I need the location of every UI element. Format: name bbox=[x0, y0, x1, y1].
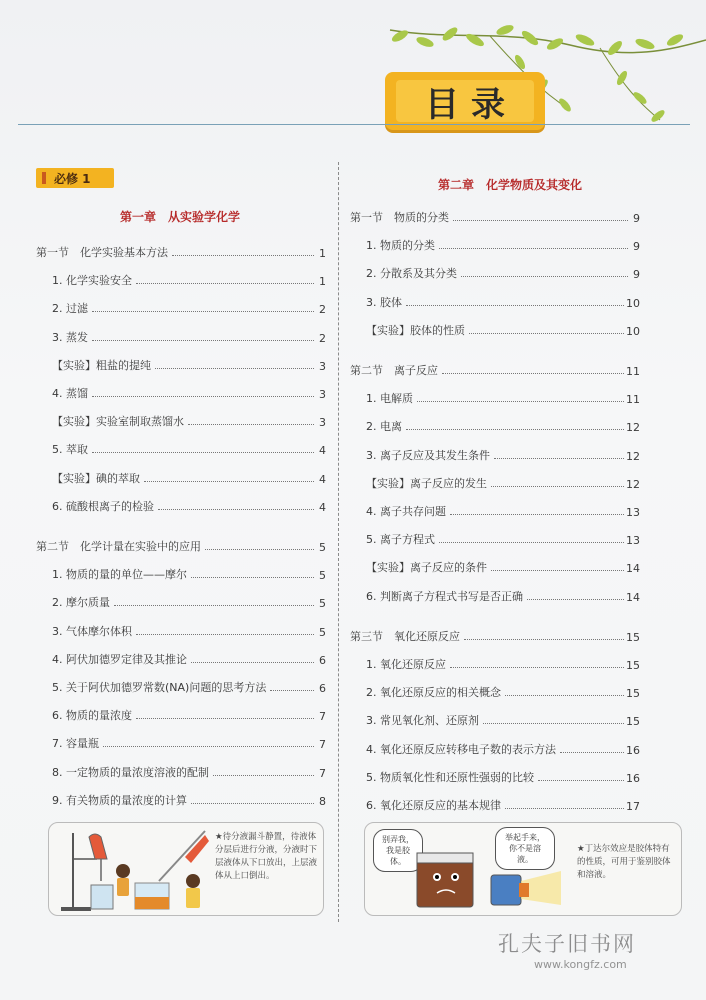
toc-entry-label: 5. 物质氧化性和还原性强弱的比较 bbox=[366, 770, 534, 784]
toc-entry-label: 第三节 氧化还原反应 bbox=[350, 629, 460, 643]
toc-page-number: 7 bbox=[319, 766, 326, 780]
toc-entry-label: 【实验】离子反应的条件 bbox=[366, 561, 487, 575]
toc-entry[interactable] bbox=[350, 290, 640, 310]
toc-page-number: 5 bbox=[319, 541, 326, 554]
toc-page-number: 12 bbox=[626, 477, 640, 491]
toc-leader-dots bbox=[450, 514, 624, 515]
toc-entry[interactable] bbox=[350, 261, 640, 281]
toc-leader-dots bbox=[505, 695, 624, 696]
toc-page-number: 11 bbox=[626, 393, 640, 407]
toc-page-number: 15 bbox=[626, 715, 640, 729]
toc-page-number: 11 bbox=[626, 365, 640, 378]
watermark-url: www.kongfz.com bbox=[534, 958, 627, 971]
toc-entry-label: 2. 摩尔质量 bbox=[52, 596, 110, 610]
toc-page-number: 7 bbox=[319, 710, 326, 724]
toc-page-number: 16 bbox=[626, 771, 640, 785]
toc-entry[interactable] bbox=[36, 353, 326, 373]
toc-entry-label: 6. 物质的量浓度 bbox=[52, 709, 132, 723]
toc-entry[interactable] bbox=[36, 675, 326, 695]
toc-entry-label: 8. 一定物质的量浓度溶液的配制 bbox=[52, 765, 209, 779]
toc-entry[interactable] bbox=[350, 499, 640, 519]
toc-leader-dots bbox=[406, 305, 624, 306]
column-divider bbox=[338, 162, 339, 922]
toc-leader-dots bbox=[205, 549, 314, 550]
toc-entry[interactable] bbox=[350, 584, 640, 604]
toc-leader-dots bbox=[491, 486, 624, 487]
toc-entry[interactable] bbox=[36, 296, 326, 316]
toc-entry-label: 4. 阿伏加德罗定律及其推论 bbox=[52, 652, 187, 666]
toc-entry[interactable] bbox=[350, 652, 640, 672]
illustration-note-left: ★待分液漏斗静置，待液体分层后进行分液，分液时下层液体从下口放出，上层液体从上口倒出。 bbox=[215, 832, 318, 881]
toc-page-number: 10 bbox=[626, 324, 640, 338]
toc-leader-dots bbox=[464, 639, 624, 640]
toc-leader-dots bbox=[450, 667, 624, 668]
toc-leader-dots bbox=[494, 458, 624, 459]
toc-page-number: 3 bbox=[319, 359, 326, 373]
toc-entry-label: 5. 萃取 bbox=[52, 443, 88, 457]
toc-leader-dots bbox=[560, 752, 624, 753]
toc-leader-dots bbox=[527, 599, 624, 600]
toc-entry-label: 3. 气体摩尔体积 bbox=[52, 624, 132, 638]
toc-entry-label: 1. 氧化还原反应 bbox=[366, 658, 446, 671]
separatory-funnel-illustration bbox=[48, 822, 324, 916]
toc-leader-dots bbox=[144, 481, 314, 482]
toc-section-heading[interactable] bbox=[350, 358, 640, 378]
chapter-title-right: 第二章 化学物质及其变化 bbox=[437, 178, 582, 192]
lab-apparatus-icon bbox=[55, 823, 215, 915]
toc-entry[interactable] bbox=[350, 737, 640, 757]
toc-entry-label: 6. 硫酸根离子的检验 bbox=[52, 499, 154, 513]
toc-page-number: 5 bbox=[319, 569, 326, 583]
toc-entry[interactable] bbox=[350, 414, 640, 434]
toc-page-number: 15 bbox=[626, 659, 640, 672]
toc-entry[interactable] bbox=[350, 386, 640, 406]
toc-entry[interactable] bbox=[350, 765, 640, 785]
toc-entry-label: 第二节 化学计量在实验中的应用 bbox=[36, 540, 201, 553]
toc-entry-label: 2. 电离 bbox=[366, 420, 402, 434]
toc-page-number: 4 bbox=[319, 500, 326, 514]
toc-leader-dots bbox=[136, 283, 314, 284]
toc-entry[interactable] bbox=[36, 437, 326, 457]
toc-entry-label: 4. 离子共存问题 bbox=[366, 505, 446, 518]
toc-page-number: 4 bbox=[319, 472, 326, 486]
toc-entry-label: 第二节 离子反应 bbox=[350, 364, 438, 377]
volume-badge bbox=[36, 168, 114, 188]
toc-entry-label: 6. 判断离子方程式书写是否正确 bbox=[366, 589, 523, 603]
colloid-illustration bbox=[364, 822, 682, 916]
toc-leader-dots bbox=[439, 248, 628, 249]
toc-entry-label: 第一节 物质的分类 bbox=[350, 211, 449, 224]
toc-leader-dots bbox=[92, 311, 314, 312]
toc-section-heading[interactable] bbox=[36, 534, 326, 554]
toc-leader-dots bbox=[92, 396, 314, 397]
illustration-note-right: ★丁达尔效应是胶体特有的性质，可用于鉴别胶体和溶液。 bbox=[577, 844, 671, 880]
toc-section-heading[interactable] bbox=[350, 624, 640, 644]
toc-leader-dots bbox=[191, 662, 314, 663]
toc-leader-dots bbox=[505, 808, 624, 809]
toc-page-number: 2 bbox=[319, 331, 326, 345]
volume-badge-label: 必修 1 bbox=[54, 171, 91, 186]
toc-leader-dots bbox=[136, 718, 314, 719]
toc-entry-label: 【实验】离子反应的发生 bbox=[366, 476, 487, 490]
toc-entry-label: 【实验】粗盐的提纯 bbox=[52, 358, 151, 372]
toc-section-heading[interactable] bbox=[36, 240, 326, 260]
toc-entry[interactable] bbox=[350, 680, 640, 700]
toc-leader-dots bbox=[92, 340, 314, 341]
toc-leader-dots bbox=[483, 723, 624, 724]
toc-page-number: 3 bbox=[319, 388, 326, 401]
toc-page-number: 9 bbox=[633, 240, 640, 254]
toc-entry-label: 3. 常见氧化剂、还原剂 bbox=[366, 714, 479, 728]
toc-entry[interactable] bbox=[350, 471, 640, 491]
toc-entry-label: 4. 氧化还原反应转移电子数的表示方法 bbox=[366, 742, 556, 756]
toc-entry[interactable] bbox=[36, 703, 326, 723]
toc-entry[interactable] bbox=[36, 381, 326, 401]
toc-section-heading[interactable] bbox=[350, 205, 640, 225]
toc-entry-label: 1. 物质的量的单位——摩尔 bbox=[52, 568, 187, 582]
toc-entry-label: 1. 电解质 bbox=[366, 392, 413, 406]
toc-entry-label: 7. 容量瓶 bbox=[52, 737, 99, 751]
toc-page-number: 13 bbox=[626, 534, 640, 548]
toc-entry-label: 1. 化学实验安全 bbox=[52, 274, 132, 288]
toc-entry-label: 3. 蒸发 bbox=[52, 330, 88, 344]
toc-leader-dots bbox=[469, 333, 624, 334]
toc-entry[interactable] bbox=[36, 590, 326, 610]
toc-page-number: 12 bbox=[626, 421, 640, 435]
toc-page-number: 3 bbox=[319, 416, 326, 430]
toc-leader-dots bbox=[270, 690, 314, 691]
toc-entry[interactable] bbox=[36, 788, 326, 808]
toc-entry[interactable] bbox=[350, 555, 640, 575]
toc-page-number: 17 bbox=[626, 800, 640, 813]
toc-entry-label: 9. 有关物质的量浓度的计算 bbox=[52, 793, 187, 807]
toc-page-number: 16 bbox=[626, 743, 640, 757]
toc-entry[interactable] bbox=[36, 647, 326, 667]
toc-entry-label: 2. 过滤 bbox=[52, 302, 88, 316]
toc-leader-dots bbox=[114, 605, 314, 606]
toc-page-number: 4 bbox=[319, 444, 326, 458]
toc-entry-label: 5. 关于阿伏加德罗常数(NA)问题的思考方法 bbox=[52, 681, 267, 694]
toc-leader-dots bbox=[213, 775, 314, 776]
toc-page-number: 5 bbox=[319, 597, 326, 611]
toc-page-number: 6 bbox=[319, 653, 326, 667]
toc-entry-label: 第一节 化学实验基本方法 bbox=[36, 246, 168, 259]
toc-entry[interactable] bbox=[36, 466, 326, 486]
toc-leader-dots bbox=[439, 542, 624, 543]
toc-entry[interactable] bbox=[36, 409, 326, 429]
toc-page-number: 12 bbox=[626, 449, 640, 463]
toc-leader-dots bbox=[172, 255, 314, 256]
toc-entry[interactable] bbox=[36, 494, 326, 514]
toc-leader-dots bbox=[158, 509, 314, 510]
toc-page-number: 15 bbox=[626, 687, 640, 701]
toc-entry[interactable] bbox=[350, 708, 640, 728]
toc-leader-dots bbox=[103, 746, 314, 747]
toc-leader-dots bbox=[191, 803, 314, 804]
toc-leader-dots bbox=[188, 424, 314, 425]
toc-page-number: 15 bbox=[626, 630, 640, 644]
toc-page-number: 9 bbox=[633, 212, 640, 225]
chapter-title-left: 第一章 从实验学化学 bbox=[119, 210, 240, 224]
speech-bubble-colloid: 别弄我，我是胶体。 bbox=[373, 829, 423, 872]
toc-entry-label: 【实验】实验室制取蒸馏水 bbox=[52, 415, 184, 429]
watermark: 孔夫子旧书网 bbox=[498, 932, 636, 956]
toc-entry[interactable] bbox=[350, 527, 640, 547]
toc-entry-label: 2. 氧化还原反应的相关概念 bbox=[366, 686, 501, 700]
beaker-characters-icon bbox=[365, 823, 565, 915]
toc-leader-dots bbox=[491, 570, 624, 571]
toc-leader-dots bbox=[92, 452, 314, 453]
toc-page-number: 10 bbox=[626, 296, 640, 310]
toc-entry[interactable] bbox=[350, 318, 640, 338]
toc-leader-dots bbox=[442, 373, 624, 374]
toc-entry[interactable] bbox=[36, 619, 326, 639]
toc-entry-label: 3. 离子反应及其发生条件 bbox=[366, 448, 490, 462]
toc-leader-dots bbox=[136, 634, 314, 635]
toc-entry[interactable] bbox=[36, 268, 326, 288]
frame-top-rule bbox=[18, 124, 690, 125]
toc-leader-dots bbox=[461, 276, 628, 277]
toc-entry[interactable] bbox=[350, 233, 640, 253]
toc-entry-label: 5. 离子方程式 bbox=[366, 533, 435, 547]
toc-entry[interactable] bbox=[350, 443, 640, 463]
toc-entry[interactable] bbox=[36, 325, 326, 345]
toc-entry-label: 【实验】碘的萃取 bbox=[52, 471, 140, 485]
toc-page-number: 14 bbox=[626, 562, 640, 576]
toc-entry-label: 【实验】胶体的性质 bbox=[366, 323, 465, 337]
toc-leader-dots bbox=[417, 401, 624, 402]
toc-entry-label: 4. 蒸馏 bbox=[52, 387, 88, 400]
toc-page-number: 1 bbox=[319, 275, 326, 289]
toc-leader-dots bbox=[406, 429, 624, 430]
toc-page-number: 8 bbox=[319, 794, 326, 808]
toc-entry[interactable] bbox=[36, 760, 326, 780]
toc-entry[interactable] bbox=[350, 793, 640, 813]
toc-entry-label: 3. 胶体 bbox=[366, 295, 402, 309]
toc-leader-dots bbox=[453, 220, 628, 221]
toc-leader-dots bbox=[155, 368, 314, 369]
toc-entry-label: 6. 氧化还原反应的基本规律 bbox=[366, 799, 501, 812]
toc-page-number: 5 bbox=[319, 625, 326, 639]
toc-page-number: 2 bbox=[319, 303, 326, 317]
speech-bubble-light: 举起手来，你不是溶液。 bbox=[495, 827, 555, 870]
toc-entry-label: 1. 物质的分类 bbox=[366, 239, 435, 253]
toc-page-number: 9 bbox=[633, 268, 640, 282]
toc-entry[interactable] bbox=[36, 731, 326, 751]
page-title-badge bbox=[385, 72, 545, 130]
toc-page-number: 7 bbox=[319, 738, 326, 752]
toc-entry[interactable] bbox=[36, 562, 326, 582]
toc-page-number: 13 bbox=[626, 506, 640, 519]
toc-page-number: 14 bbox=[626, 590, 640, 604]
page-title: 目录 bbox=[396, 80, 534, 122]
toc-page-number: 1 bbox=[319, 247, 326, 260]
toc-leader-dots bbox=[538, 780, 624, 781]
toc-entry-label: 2. 分散系及其分类 bbox=[366, 267, 457, 281]
toc-page-number: 6 bbox=[319, 682, 326, 695]
toc-leader-dots bbox=[191, 577, 314, 578]
